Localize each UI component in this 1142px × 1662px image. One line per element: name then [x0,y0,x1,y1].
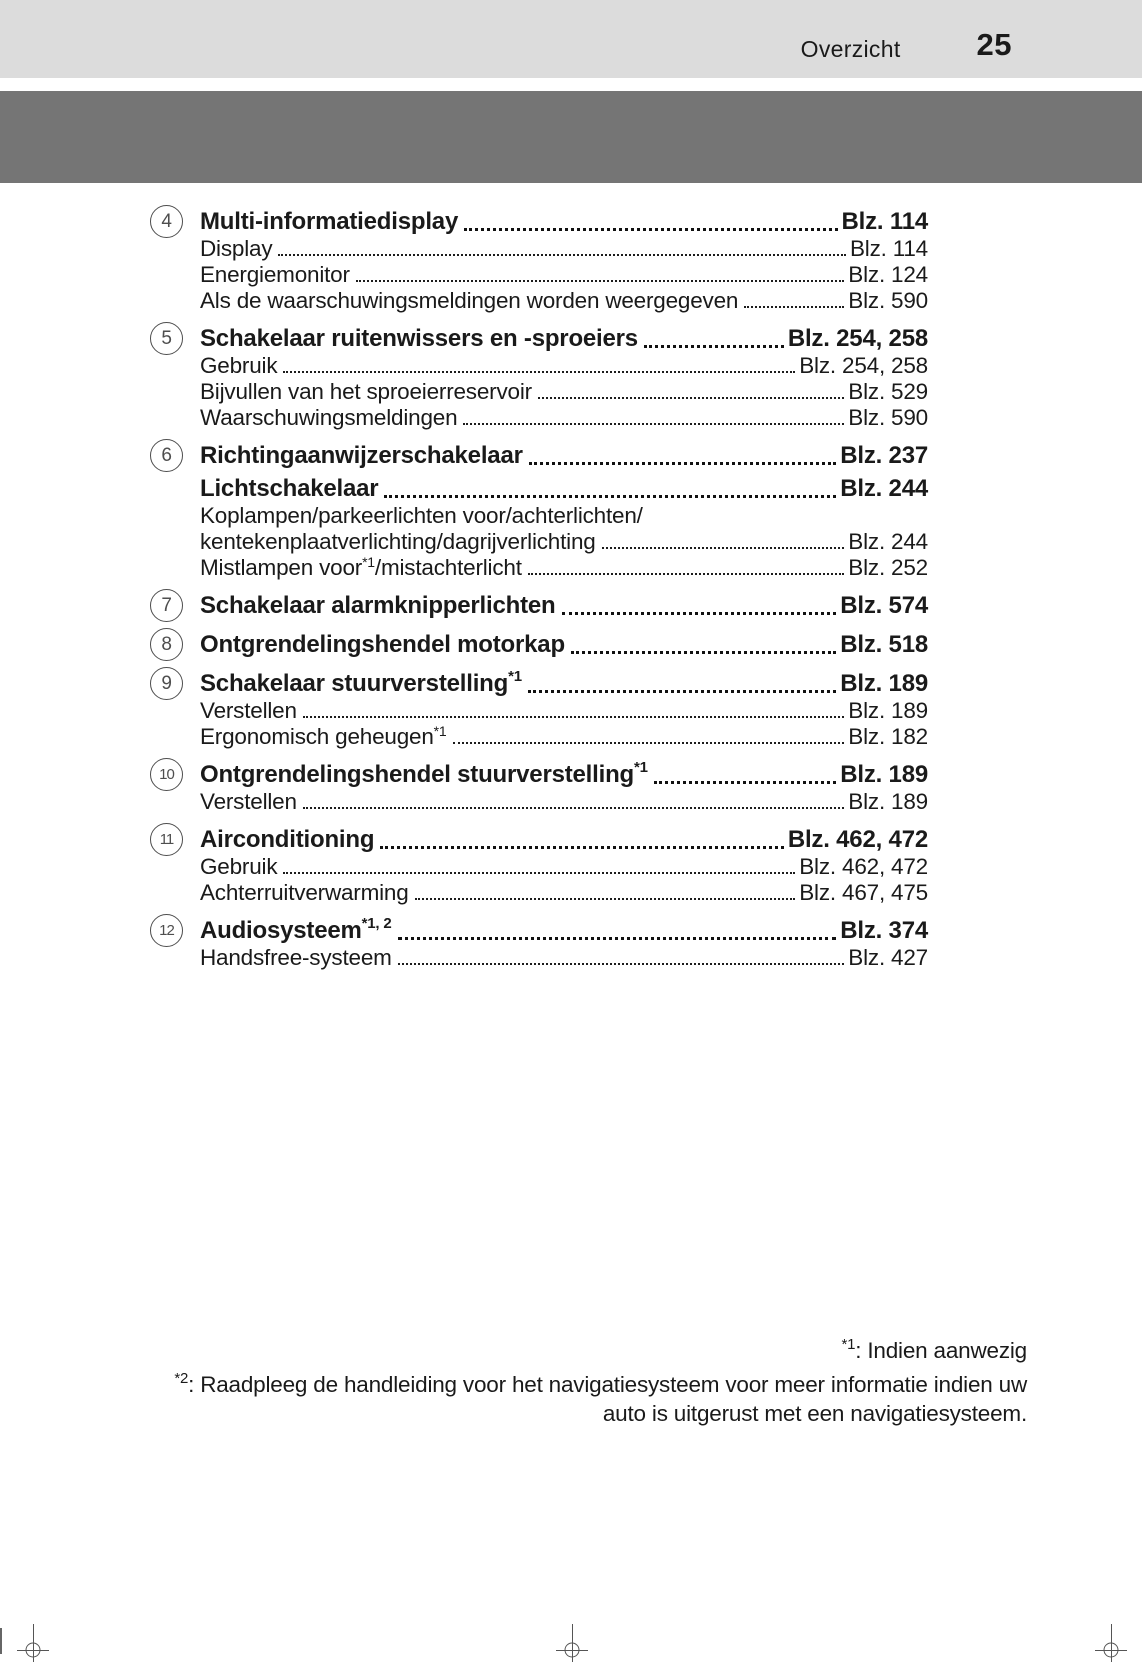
toc-subentry [200,724,928,750]
dot-leader [278,254,846,256]
footnotes [0,1336,1142,1428]
toc-entry-group [161,668,928,750]
toc-subentry [200,854,928,880]
page-reference: Blz. 189 [840,761,928,788]
footnote: $^{*1}$: Indien aanwezig [841,1336,1027,1363]
toc-entry-group [159,825,928,906]
page-reference: Blz. 529 [848,379,928,404]
page-reference: Blz. 467, 475 [799,880,928,905]
entry-title: Audiosysteem$^{*1, 2}$ [200,915,392,944]
page-reference: Blz. 462, 472 [787,826,928,853]
toc-entry-group [161,591,928,620]
toc-entry [159,915,928,945]
subentry-label: Koplampen/parkeerlichten voor/achterlichten/ [200,503,643,528]
toc-subentry [200,288,928,314]
page-reference: Blz. 189 [848,789,928,814]
dot-leader [453,742,845,744]
footnote-marker: *1, 2 [361,915,392,932]
subentry-label: Gebruik [200,353,278,378]
toc-subentry [200,379,928,405]
subentry-label: Mistlampen voor$^{*1}$/mistachterlicht [200,554,522,580]
table-of-contents [0,183,1142,971]
entry-title: Ontgrendelingshendel motorkap [200,631,565,658]
registration-mark [556,1624,588,1662]
dot-leader [384,495,836,498]
subentry-label: Bijvullen van het sproeierreservoir [200,379,532,404]
entry-title: Airconditioning [200,826,375,853]
dot-leader [562,612,837,615]
chapter-banner [0,91,1142,183]
page-reference: Blz. 462, 472 [799,854,928,879]
subentry-label: kentekenplaatverlichting/dagrijverlichting [200,529,596,554]
page-reference: Blz. 182 [848,724,928,749]
entry-title: Lichtschakelaar [200,475,379,502]
entry-title: Schakelaar alarmknipperlichten [200,592,556,619]
footnote-marker: *1 [362,554,375,570]
toc-entry-group [159,915,928,971]
footnote-marker: *1 [634,759,648,776]
toc-subentry [200,945,928,971]
toc-subentry [200,405,928,431]
footnote-marker: *2 [174,1370,189,1387]
toc-entry-group [161,207,928,314]
dot-leader [283,371,795,373]
toc-entry [159,759,928,789]
page-reference: Blz. 189 [840,670,928,697]
item-number-badge: 11 [150,823,183,856]
dot-leader [602,547,845,549]
page-reference: Blz. 254, 258 [799,353,928,378]
dot-leader [528,690,836,693]
toc-entry [161,591,928,620]
subentry-label: Verstellen [200,789,297,814]
entry-title: Ontgrendelingshendel stuurverstelling$^{*1}$ [200,759,648,788]
subentry-label: Gebruik [200,854,278,879]
page-reference: Blz. 590 [848,405,928,430]
footnote-marker: *1 [433,723,447,739]
dot-leader [303,807,844,809]
item-number-badge: 8 [150,628,183,661]
dot-leader [744,306,844,308]
toc-entry [161,441,928,470]
page-reference: Blz. 244 [848,529,928,554]
item-number-badge: 10 [150,758,183,791]
dot-leader [529,462,836,465]
subentry-label: Ergonomisch geheugen$^{*1}$ [200,723,447,749]
toc-subentry [200,262,928,288]
page-number: 25 [976,27,1012,62]
toc-subentry [200,236,928,262]
dot-leader [415,898,796,900]
toc-entry-group [161,630,928,659]
dot-leader [571,651,836,654]
subentry-label: Display [200,236,273,261]
page-reference: Blz. 574 [840,592,928,619]
item-number-badge: 4 [150,205,183,238]
toc-entry-group [161,324,928,431]
registration-mark [17,1624,49,1662]
dot-leader [283,872,795,874]
subentry-label: Als de waarschuwingsmeldingen worden weergegeven [200,288,739,313]
toc-entry-group [200,474,928,581]
subentry-label: Verstellen [200,698,297,723]
item-number-badge: 6 [150,439,183,472]
toc-subentry [200,555,928,581]
footnote-marker: *1 [841,1336,856,1353]
toc-subentry [200,789,928,815]
entry-title: Schakelaar stuurverstelling$^{*1}$ [200,668,522,697]
toc-entry [161,668,928,698]
header-band [0,0,1142,78]
footnote: $^{*2}$: Raadpleeg de handleiding voor het navigatiesysteem voor meer informatie indien uw auto is uitgerust met een navigatiesysteem. [174,1370,1027,1426]
page-reference: Blz. 189 [848,698,928,723]
page-reference: Blz. 374 [840,917,928,944]
toc-entry [161,207,928,236]
toc-entry [161,324,928,353]
page-reference: Blz. 590 [848,288,928,313]
item-number-badge: 9 [150,667,183,700]
page-reference: Blz. 427 [848,945,928,970]
toc-entry [161,630,928,659]
dot-leader [464,228,837,231]
dot-leader [644,345,784,348]
item-number-badge: 5 [150,322,183,355]
dot-leader [380,846,784,849]
dot-leader [398,937,837,940]
toc-subentry [200,529,928,555]
page-reference: Blz. 252 [848,555,928,580]
dot-leader [528,573,845,575]
dot-leader [398,963,845,965]
page-reference: Blz. 114 [849,236,928,261]
dot-leader [654,781,836,784]
page-reference: Blz. 114 [841,208,928,235]
toc-subentry [200,503,928,529]
toc-subentry [200,880,928,906]
toc-entry [200,474,928,503]
page-reference: Blz. 254, 258 [787,325,928,352]
page-header [0,0,1142,183]
page-reference: Blz. 518 [840,631,928,658]
subentry-label: Handsfree-systeem [200,945,392,970]
page-reference: Blz. 124 [848,262,928,287]
section-title: Overzicht [800,36,901,62]
toc-entry-group [161,441,928,470]
toc-entry [159,825,928,854]
toc-entry-group [159,759,928,815]
page-reference: Blz. 237 [840,442,928,469]
entry-title: Multi-informatiedisplay [200,208,459,235]
entry-title: Schakelaar ruitenwissers en -sproeiers [200,325,638,352]
subentry-label: Achterruitverwarming [200,880,409,905]
dot-leader [463,423,844,425]
dot-leader [356,280,845,282]
item-number-badge: 12 [150,914,183,947]
footnote-marker: *1 [508,668,522,685]
toc-subentry [200,698,928,724]
toc-subentry [200,353,928,379]
entry-title: Richtingaanwijzerschakelaar [200,442,523,469]
page-edge-tick [0,1628,2,1654]
subentry-label: Waarschuwingsmeldingen [200,405,458,430]
registration-mark [1095,1624,1127,1662]
dot-leader [303,716,844,718]
dot-leader [538,397,844,399]
item-number-badge: 7 [150,589,183,622]
subentry-label: Energiemonitor [200,262,350,287]
page-reference: Blz. 244 [840,475,928,502]
